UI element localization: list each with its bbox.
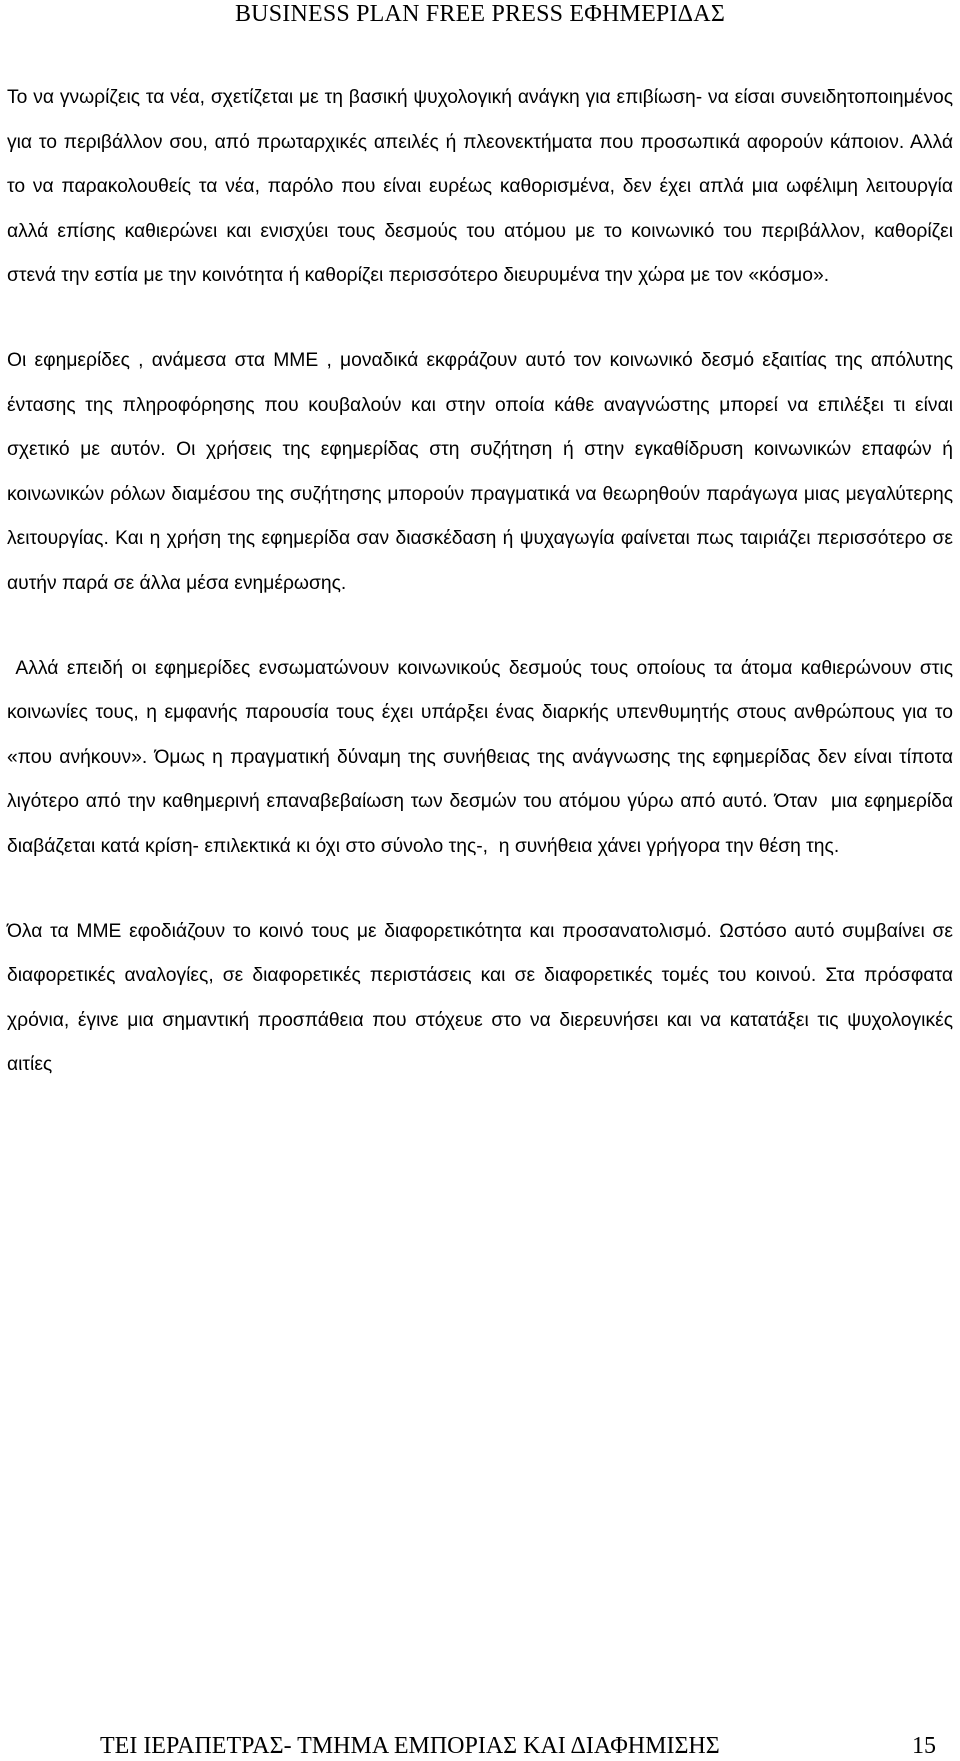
page-footer [0, 1732, 960, 1761]
paragraph-2: Οι εφημερίδες , ανάμεσα στα ΜΜΕ , μοναδικά εκφράζουν αυτό τον κοινωνικό δεσμό εξαιτίας της απόλυτης έντασης της πληροφόρησης που κουβαλούν και στην οποία κάθε αναγνώστης μπορεί να επιλέξει τι είναι σχετικό με αυτόν. Οι χρήσεις της εφημερίδας στη συζήτηση ή στην εγκαθίδρυση κοινωνικών επαφών ή κοινωνικών ρόλων διαμέσου της συζήτησης μπορούν πραγματικά να θεωρηθούν παράγωγα μιας μεγαλύτερης λειτουργίας. Και η χρήση της εφημερίδα σαν διασκέδαση ή ψυχαγωγία φαίνεται πως ταιριάζει περισσότερο σε αυτήν παρά σε άλλα μέσα ενημέρωσης. [7, 349, 953, 594]
page-number: 15 [912, 1733, 936, 1759]
page-header: BUSINESS PLAN FREE PRESS ΕΦΗΜΕΡΙΔΑΣ [234, 1, 726, 27]
paragraph-3: Αλλά επειδή οι εφημερίδες ενσωματώνουν κοινωνικούς δεσμούς τους οποίους τα άτομα καθιερώνουν στις κοινωνίες τους, η εμφανής παρουσία τους έχει υπάρξει ένας διαρκής υπενθυμητής στους ανθρώπους για το «που ανήκουν». Όμως η πραγματική δύναμη της συνήθειας της ανάγνωσης της εφημερίδας δεν είναι τίποτα λιγότερο από την καθημερινή επαναβεβαίωση των δεσμών του ατόμου γύρω από αυτό. Όταν μια εφημερίδα διαβάζεται κατά κρίση- επιλεκτικά κι όχι στο σύνολο της-, η συνήθεια χάνει γρήγορα την θέση της. [7, 657, 959, 857]
document-body [7, 76, 959, 1088]
paragraph-1: Το να γνωρίζεις τα νέα, σχετίζεται με τη βασική ψυχολογική ανάγκη για επιβίωση- να είσαι συνειδητοποιημένος για το περιβάλλον σου, από πρωταρχικές απειλές ή πλεονεκτήματα που προσωπικά αφορούν κάποιον. Αλλά το να παρακολουθείς τα νέα, παρόλο που είναι ευρέως καθορισμένα, δεν έχει απλά μια ωφέλιμη λειτουργία αλλά επίσης καθιερώνει και ενισχύει τους δεσμούς του ατόμου με το κοινωνικό του περιβάλλον, καθορίζει στενά την εστία με την κοινότητα ή καθορίζει περισσότερο διευρυμένα την χώρα με τον «κόσμο». [7, 87, 953, 287]
footer-title: ΤΕΙ ΙΕΡΑΠΕΤΡΑΣ- ΤΜΗΜΑ ΕΜΠΟΡΙΑΣ ΚΑΙ ΔΙΑΦΗΜΙΣΗΣ [100, 1733, 720, 1759]
paragraph-4: Όλα τα ΜΜΕ εφοδιάζουν το κοινό τους με διαφορετικότητα και προσανατολισμό. Ωστόσο αυτό συμβαίνει σε διαφορετικές αναλογίες, σε διαφορετικές περιστάσεις και σε διαφορετικές τομές του κοινού. Στα πρόσφατα χρόνια, έγινε μια σημαντική προσπάθεια που στόχευε στο να διερευνήσει και να κατατάξει τις ψυχολογικές αιτίες [7, 920, 953, 1076]
